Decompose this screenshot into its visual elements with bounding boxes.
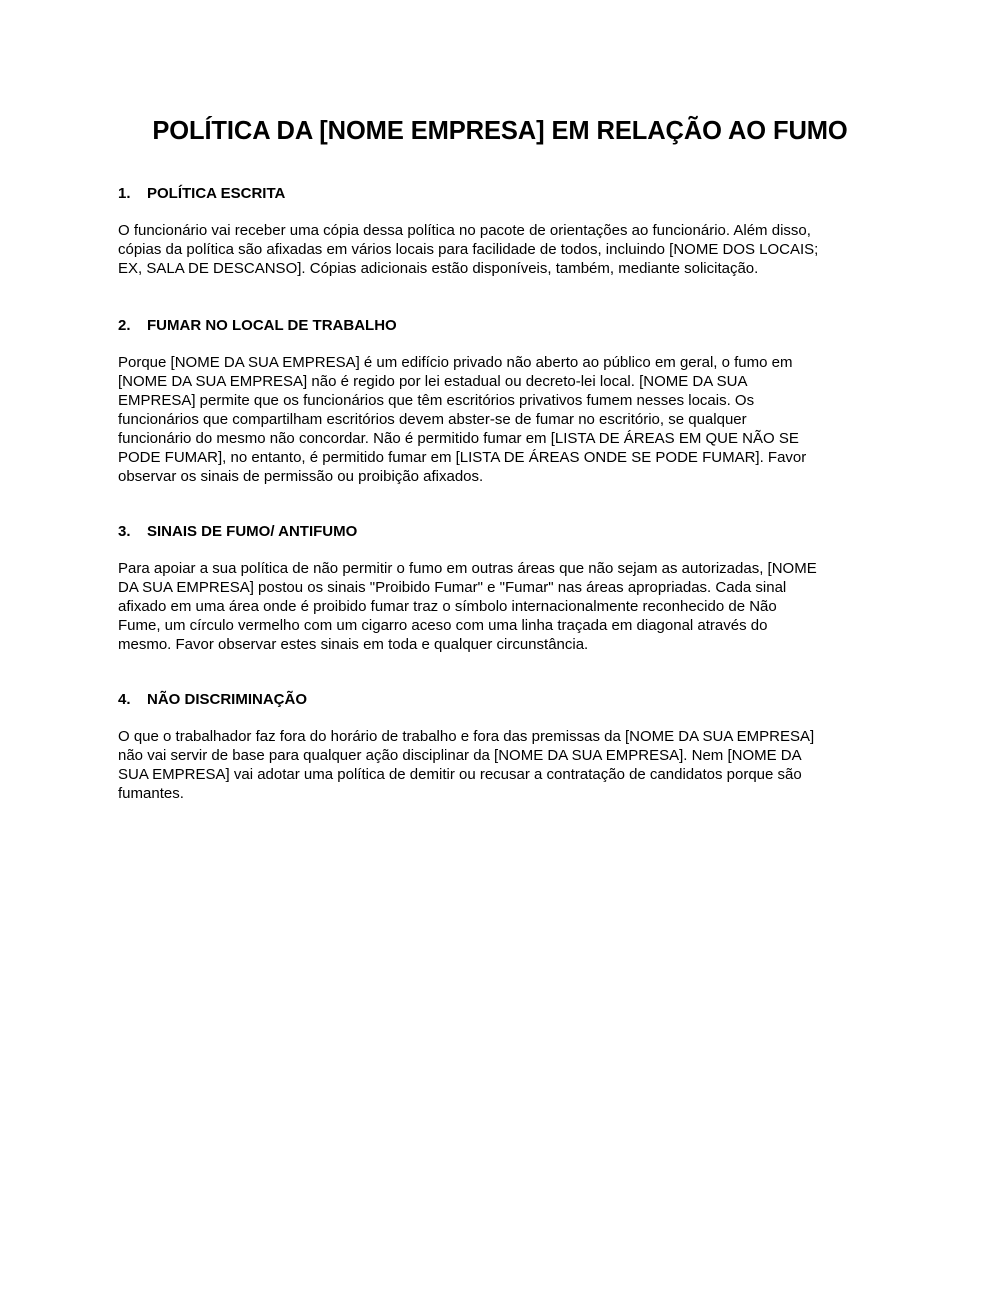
section-title: NÃO DISCRIMINAÇÃO xyxy=(147,691,307,708)
body-line: DA SUA EMPRESA] postou os sinais "Proibido Fumar" e "Fumar" nas áreas apropriadas. Cada sinal xyxy=(118,579,787,596)
body-line: PODE FUMAR], no entanto, é permitido fumar em [LISTA DE ÁREAS ONDE SE PODE FUMAR]. Favor xyxy=(118,449,807,466)
body-line: afixado em uma área onde é proibido fumar traz o símbolo internacionalmente reconhecido de Não xyxy=(118,598,777,615)
section-title: SINAIS DE FUMO/ ANTIFUMO xyxy=(147,523,358,540)
section-title: POLÍTICA ESCRITA xyxy=(147,185,286,202)
body-line: cópias da política são afixadas em vários locais para facilidade de todos, incluindo [NOME DOS LOCAIS; xyxy=(118,241,819,258)
body-line: Para apoiar a sua política de não permitir o fumo em outras áreas que não sejam as autorizadas, [NOME xyxy=(118,560,817,577)
body-line: mesmo. Favor observar estes sinais em toda e qualquer circunstância. xyxy=(118,636,589,653)
section-non-discrimination xyxy=(118,690,888,803)
section-body xyxy=(118,221,888,278)
body-line: O que o trabalhador faz fora do horário de trabalho e fora das premissas da [NOME DA SUA EMPRESA] xyxy=(118,728,815,745)
body-line: observar os sinais de permissão ou proibição afixados. xyxy=(118,468,484,485)
section-title: FUMAR NO LOCAL DE TRABALHO xyxy=(147,317,397,334)
section-heading xyxy=(118,690,888,709)
body-line: EX, SALA DE DESCANSO]. Cópias adicionais estão disponíveis, também, mediante solicitação. xyxy=(118,260,759,277)
section-written-policy xyxy=(118,184,888,278)
body-line: fumantes. xyxy=(118,785,184,802)
body-line: [NOME DA SUA EMPRESA] não é regido por lei estadual ou decreto-lei local. [NOME DA SUA xyxy=(118,373,748,390)
section-body xyxy=(118,559,888,654)
document-title: POLÍTICA DA [NOME EMPRESA] EM RELAÇÃO AO FUMO xyxy=(152,117,848,145)
section-smoking-signs xyxy=(118,522,888,654)
section-number: 3. xyxy=(118,523,131,540)
section-body xyxy=(118,727,888,803)
body-line: O funcionário vai receber uma cópia dessa política no pacote de orientações ao funcionário. Além disso, xyxy=(118,222,811,239)
section-heading xyxy=(118,522,888,541)
body-line: Fume, um círculo vermelho com um cigarro aceso com uma linha traçada em diagonal através do xyxy=(118,617,768,634)
section-number: 1. xyxy=(118,185,131,202)
section-smoking-at-work xyxy=(118,316,888,486)
body-line: funcionário do mesmo não concordar. Não é permitido fumar em [LISTA DE ÁREAS EM QUE NÃO SE xyxy=(118,430,799,447)
section-number: 2. xyxy=(118,317,131,334)
section-heading xyxy=(118,316,888,335)
body-line: funcionários que compartilham escritórios devem abster-se de fumar no escritório, se qualquer xyxy=(118,411,747,428)
body-line: EMPRESA] permite que os funcionários que têm escritórios privativos fumem nesses locais. Os xyxy=(118,392,755,409)
body-line: Porque [NOME DA SUA EMPRESA] é um edifício privado não aberto ao público em geral, o fumo em xyxy=(118,354,793,371)
section-body xyxy=(118,353,888,486)
body-line: não vai servir de base para qualquer ação disciplinar da [NOME DA SUA EMPRESA]. Nem [NOME DA xyxy=(118,747,802,764)
section-number: 4. xyxy=(118,691,131,708)
body-line: SUA EMPRESA] vai adotar uma política de demitir ou recusar a contratação de candidatos porque são xyxy=(118,766,802,783)
section-heading xyxy=(118,184,888,203)
